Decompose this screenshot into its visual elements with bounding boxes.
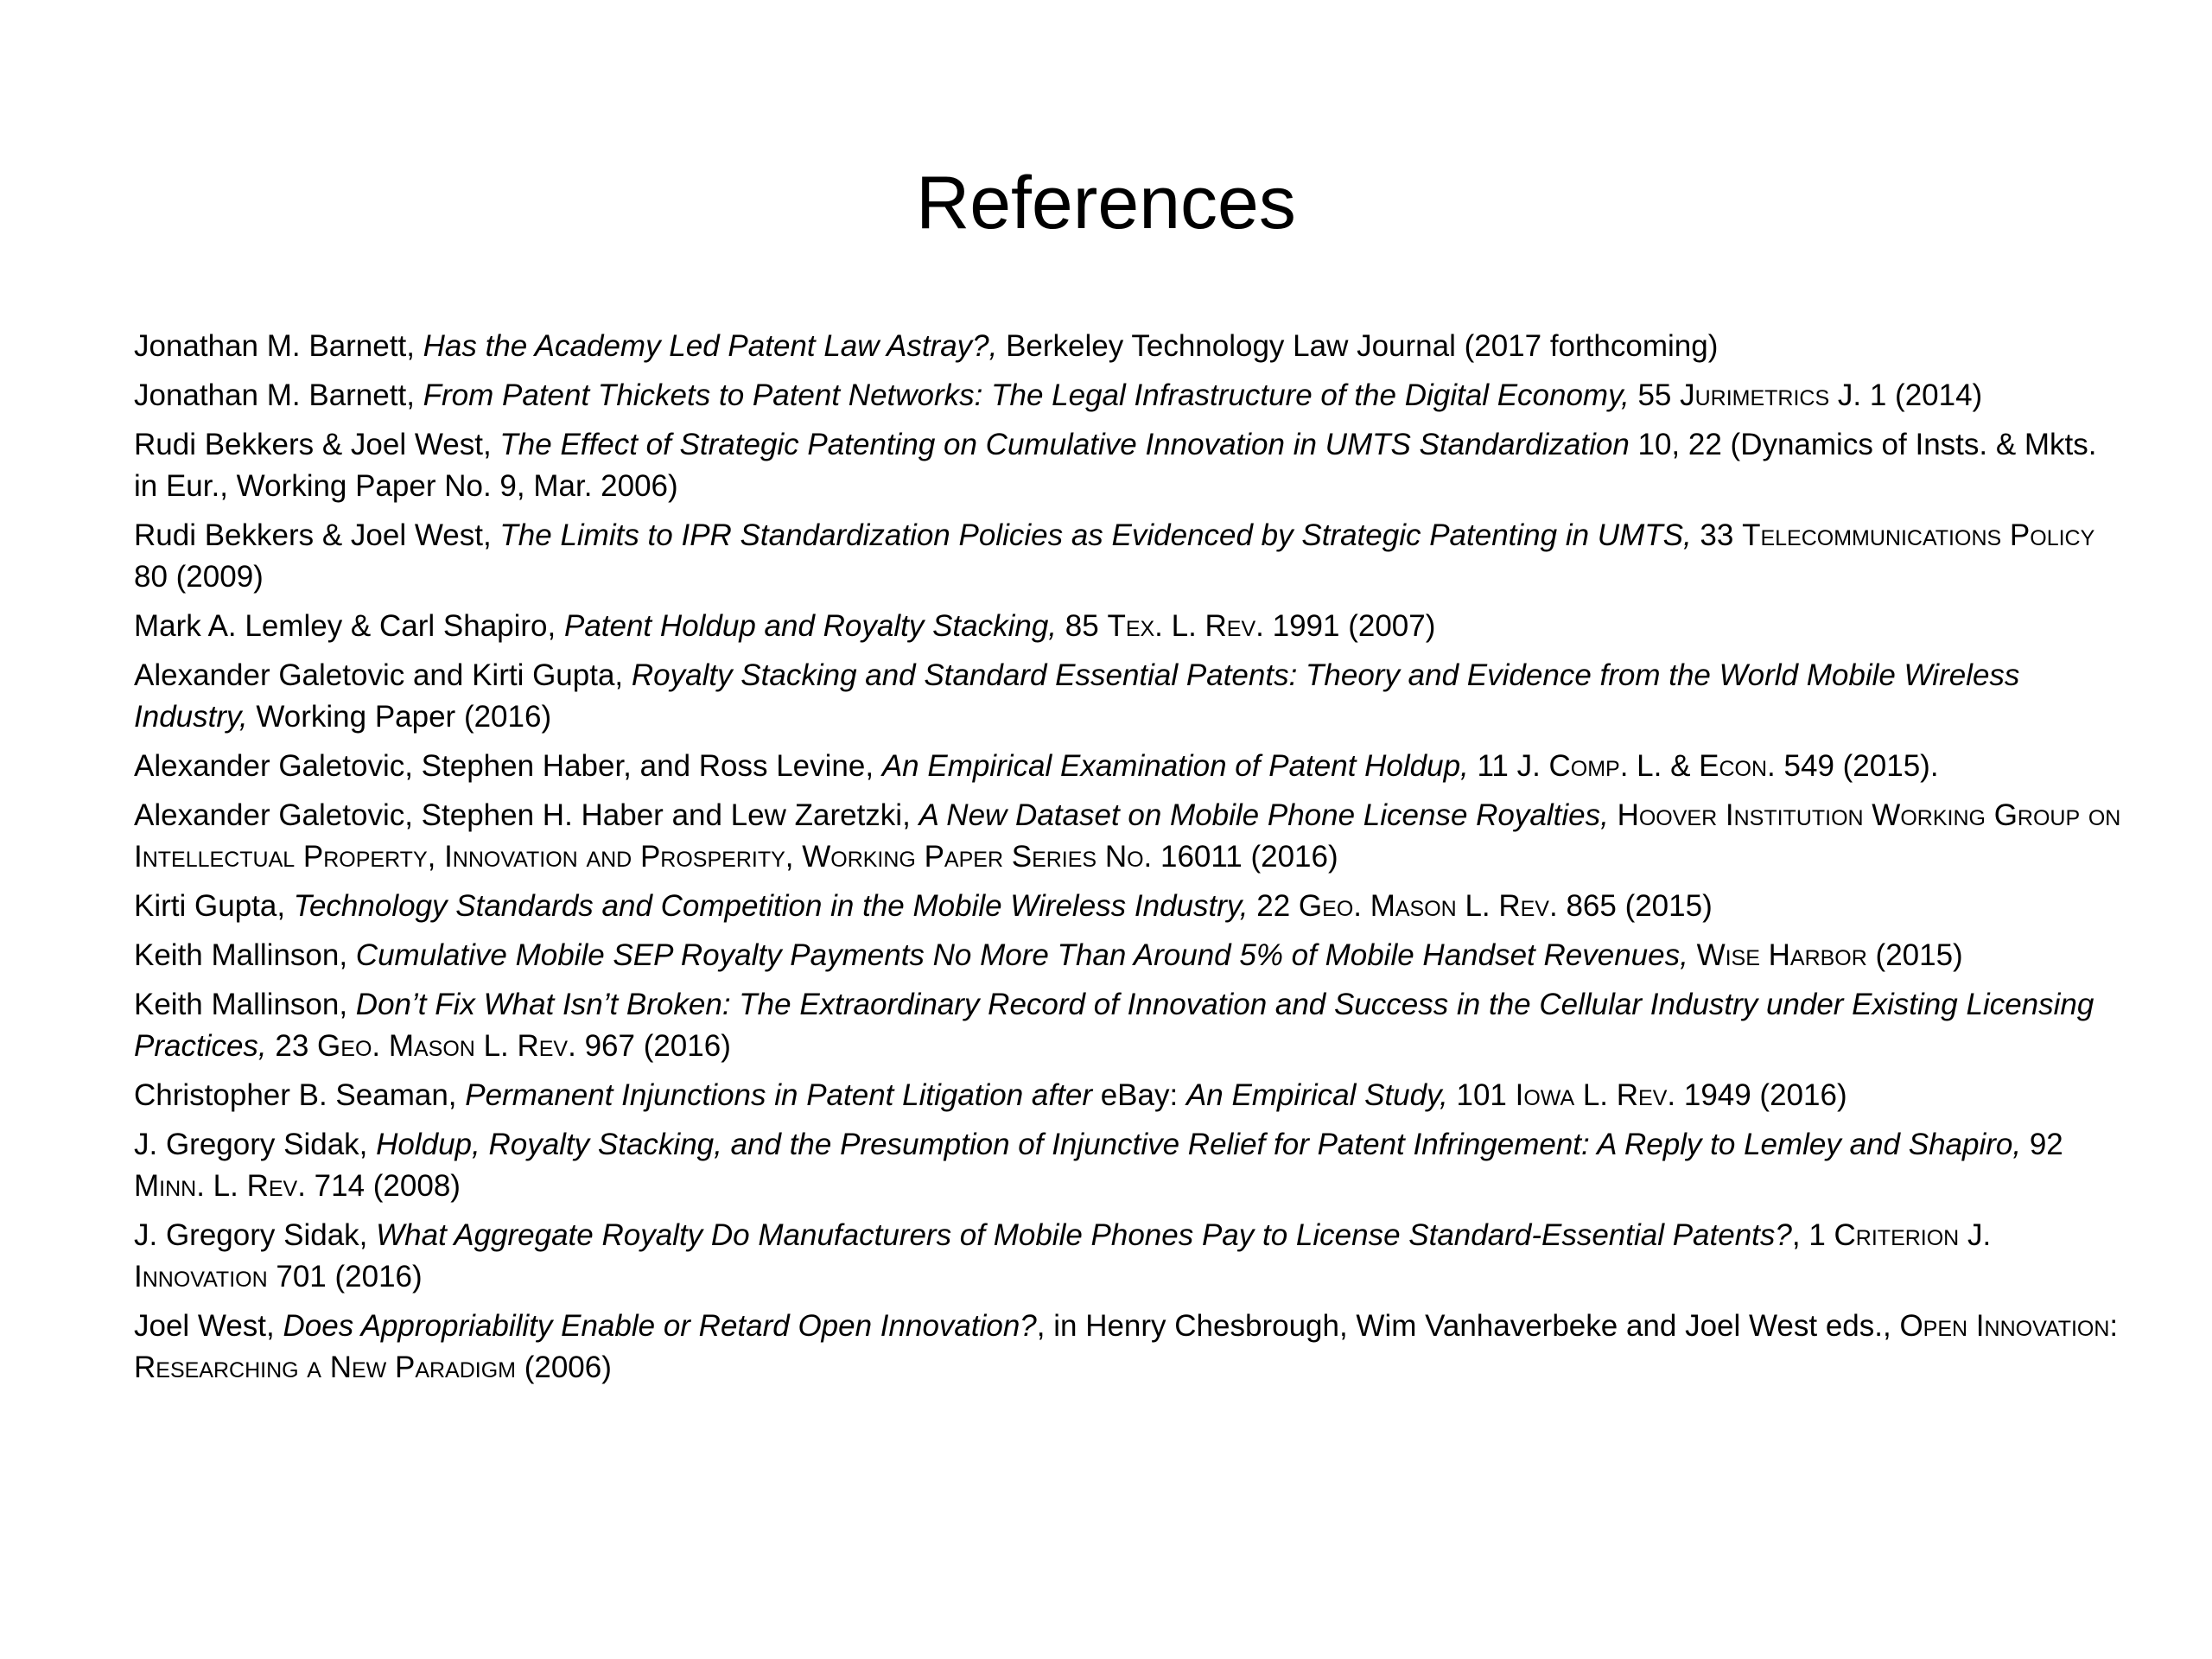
reference-title: Don’t Fix What Isn’t Broken: The Extraordinary Record of Innovation and Success in the Cellular Industry under Existing Licensing Practices, bbox=[134, 988, 2094, 1063]
reference-text: Working Paper (2016) bbox=[247, 700, 552, 734]
reference-text: 16011 (2016) bbox=[1152, 840, 1338, 874]
reference-text bbox=[1688, 938, 1697, 972]
reference-item bbox=[134, 795, 2121, 878]
reference-title: From Patent Thickets to Patent Networks: The Legal Infrastructure of the Digital Economy, bbox=[423, 378, 1630, 412]
reference-list bbox=[134, 326, 2121, 1396]
reference-text: 10, 22 (Dynamics of Insts. & Mkts. in Eur., Working Paper No. 9, Mar. 2006) bbox=[134, 428, 2097, 503]
reference-text bbox=[1609, 798, 1618, 832]
reference-item bbox=[134, 1215, 2121, 1298]
reference-text: 22 bbox=[1248, 889, 1299, 923]
reference-text: Joel West, bbox=[134, 1309, 283, 1343]
reference-item bbox=[134, 655, 2121, 738]
reference-title: An Empirical Examination of Patent Holdup, bbox=[881, 749, 1469, 783]
reference-source: Tex. L. Rev. bbox=[1107, 609, 1264, 643]
reference-item bbox=[134, 424, 2121, 507]
reference-source: Geo. Mason L. Rev. bbox=[1298, 889, 1558, 923]
reference-title: Technology Standards and Competition in the Mobile Wireless Industry, bbox=[293, 889, 1249, 923]
reference-text: (2006) bbox=[516, 1351, 612, 1384]
reference-item bbox=[134, 886, 2121, 927]
reference-title: Has the Academy Led Patent Law Astray?, bbox=[423, 329, 998, 363]
reference-item bbox=[134, 375, 2121, 416]
reference-item bbox=[134, 1075, 2121, 1116]
reference-text: 1991 (2007) bbox=[1263, 609, 1436, 643]
reference-title: Holdup, Royalty Stacking, and the Presumption of Injunctive Relief for Patent Infringement: A Reply to Lemley and Shapiro, bbox=[376, 1128, 2022, 1161]
reference-text: Berkeley Technology Law Journal (2017 forthcoming) bbox=[997, 329, 1719, 363]
reference-text: 80 (2009) bbox=[134, 560, 264, 594]
reference-source: Wise Harbor bbox=[1696, 938, 1867, 972]
reference-item bbox=[134, 935, 2121, 976]
reference-title: An Empirical Study, bbox=[1185, 1078, 1448, 1112]
reference-text: 23 bbox=[266, 1029, 318, 1063]
reference-item bbox=[134, 606, 2121, 647]
reference-source: Open Innovation: Researching a New Paradigm bbox=[134, 1309, 2119, 1384]
reference-text: Alexander Galetovic, Stephen H. Haber and Lew Zaretzki, bbox=[134, 798, 919, 832]
reference-title: A New Dataset on Mobile Phone License Royalties, bbox=[918, 798, 1609, 832]
reference-title: What Aggregate Royalty Do Manufacturers of Mobile Phones Pay to License Standard-Essential Patents? bbox=[376, 1218, 1792, 1252]
reference-text: 701 (2016) bbox=[267, 1260, 423, 1294]
reference-text: J. Gregory Sidak, bbox=[134, 1128, 377, 1161]
reference-source: Minn. L. Rev. bbox=[134, 1169, 306, 1203]
reference-text: Kirti Gupta, bbox=[134, 889, 294, 923]
reference-source: Jurimetrics bbox=[1680, 378, 1830, 412]
page-title: References bbox=[916, 162, 1296, 245]
reference-text: 1949 (2016) bbox=[1675, 1078, 1847, 1112]
reference-title: Patent Holdup and Royalty Stacking, bbox=[563, 609, 1058, 643]
reference-text: Keith Mallinson, bbox=[134, 938, 356, 972]
reference-text: 33 bbox=[1691, 518, 1743, 552]
reference-title: Permanent Injunctions in Patent Litigation after bbox=[465, 1078, 1092, 1112]
reference-text: 714 (2008) bbox=[305, 1169, 461, 1203]
reference-title: The Effect of Strategic Patenting on Cumulative Innovation in UMTS Standardization bbox=[499, 428, 1630, 461]
reference-text: 85 bbox=[1057, 609, 1108, 643]
reference-text: J. 1 (2014) bbox=[1829, 378, 1983, 412]
reference-text: (2015) bbox=[1866, 938, 1963, 972]
reference-text: Keith Mallinson, bbox=[134, 988, 356, 1021]
reference-title: Cumulative Mobile SEP Royalty Payments No More Than Around 5% of Mobile Handset Revenues, bbox=[355, 938, 1688, 972]
reference-source: J. Comp. L. & Econ. bbox=[1516, 749, 1776, 783]
reference-text: Alexander Galetovic, Stephen Haber, and Ross Levine, bbox=[134, 749, 882, 783]
reference-source: Telecommunications Policy bbox=[1742, 518, 2095, 552]
reference-text: 92 bbox=[2021, 1128, 2063, 1161]
reference-text: 967 (2016) bbox=[575, 1029, 731, 1063]
reference-text: Christopher B. Seaman, bbox=[134, 1078, 466, 1112]
reference-text: eBay: bbox=[1091, 1078, 1186, 1112]
reference-title: Royalty Stacking and Standard Essential Patents: Theory and Evidence from the World Mobile Wireless Industry, bbox=[134, 658, 2020, 734]
reference-text: 11 bbox=[1468, 749, 1517, 783]
reference-source: Iowa L. Rev. bbox=[1515, 1078, 1676, 1112]
reference-source: Geo. Mason L. Rev. bbox=[317, 1029, 576, 1063]
reference-text: Rudi Bekkers & Joel West, bbox=[134, 518, 500, 552]
reference-text: Mark A. Lemley & Carl Shapiro, bbox=[134, 609, 564, 643]
reference-text: J. Gregory Sidak, bbox=[134, 1218, 377, 1252]
reference-source: Criterion J. Innovation bbox=[134, 1218, 1992, 1294]
reference-text: 55 bbox=[1629, 378, 1681, 412]
reference-item bbox=[134, 1306, 2121, 1389]
reference-item bbox=[134, 746, 2121, 787]
reference-text: Alexander Galetovic and Kirti Gupta, bbox=[134, 658, 632, 692]
reference-item bbox=[134, 326, 2121, 367]
reference-item bbox=[134, 515, 2121, 598]
reference-text: 101 bbox=[1447, 1078, 1516, 1112]
reference-text: , 1 bbox=[1791, 1218, 1834, 1252]
reference-text: 549 (2015). bbox=[1775, 749, 1939, 783]
reference-title: Does Appropriability Enable or Retard Open Innovation? bbox=[283, 1309, 1037, 1343]
reference-text: , in Henry Chesbrough, Wim Vanhaverbeke and Joel West eds., bbox=[1036, 1309, 1900, 1343]
reference-item bbox=[134, 984, 2121, 1067]
reference-source: Hoover Institution Working Group on Intellectual Property, Innovation and Prosperity, Working Paper Series No. bbox=[134, 798, 2121, 874]
reference-text: Jonathan M. Barnett, bbox=[134, 329, 423, 363]
reference-text: Rudi Bekkers & Joel West, bbox=[134, 428, 500, 461]
reference-title: The Limits to IPR Standardization Policies as Evidenced by Strategic Patenting in UMTS, bbox=[499, 518, 1692, 552]
reference-text: 865 (2015) bbox=[1557, 889, 1713, 923]
reference-item bbox=[134, 1124, 2121, 1207]
reference-text: Jonathan M. Barnett, bbox=[134, 378, 423, 412]
